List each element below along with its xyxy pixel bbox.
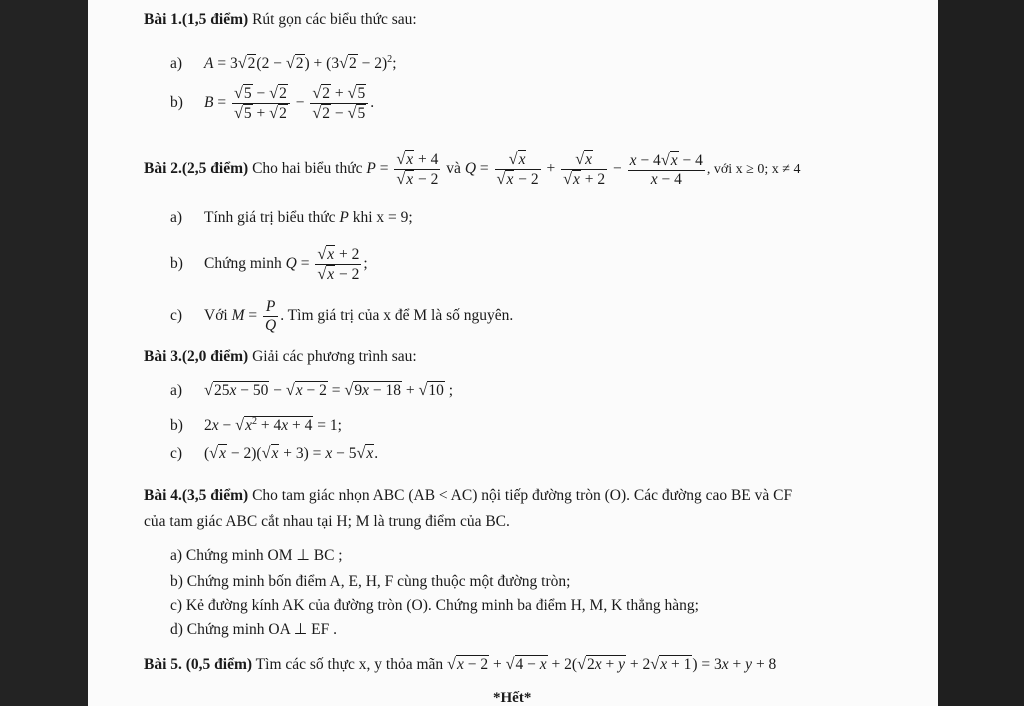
problem-3-heading: Bài 3.(2,0 điểm) Giải các phương trình sau: — [144, 348, 417, 365]
problem-2-heading: Bài 2.(2,5 điểm) Cho hai biểu thức P = $\frac{√x + 4}{√x - 2}$ và Q = $\frac{√x}{√x - 2}$ + $\frac{√x}{√x + 2}$ − $\frac{x - 4√x - 4}{x - 4}$ , với x ≥ 0; x ≠ 4 — [144, 150, 801, 188]
problem-2b: b) Chứng minh Q = $\frac{√x + 2}{√x - 2}$ ; — [170, 245, 368, 283]
problem-5: Bài 5. (0,5 điểm) Tìm các số thực x, y thỏa mãn √x − 2 + √4 − x + 2(√2x + y + 2√x + 1) = 3x + y + 8 — [144, 655, 777, 673]
problem-1-heading: Bài 1.(1,5 điểm) Rút gọn các biểu thức sau: — [144, 11, 417, 28]
end-marker: *Hết* — [493, 690, 532, 706]
problem-4d: d) Chứng minh OA ⊥ EF . — [170, 621, 338, 638]
problem-4-heading: Bài 4.(3,5 điểm) Cho tam giác nhọn ABC (AB < AC) nội tiếp đường tròn (O). Các đường cao BE và CF — [144, 487, 793, 504]
problem-4b: b) Chứng minh bốn điểm A, E, H, F cùng thuộc một đường tròn; — [170, 573, 571, 590]
problem-1b: b) B = $\frac{√5 - √2}{√5 + √2}$ − $\frac{√2 + √5}{√2 - √5}$ . — [170, 84, 375, 122]
problem-2c: c) Với M = $\frac{P}{Q}$ . Tìm giá trị của x để M là số nguyên. — [170, 298, 514, 334]
left-margin — [0, 0, 88, 706]
problem-3c: c) (√x − 2)(√x + 3) = x − 5√x. — [170, 444, 379, 462]
problem-2a: a) Tính giá trị biểu thức P khi x = 9; — [170, 209, 413, 226]
document-page — [88, 0, 938, 706]
problem-3a: a) √25x − 50 − √x − 2 = √9x − 18 + √10 ; — [170, 381, 454, 399]
problem-4c: c) Kẻ đường kính AK của đường tròn (O). Chứng minh ba điểm H, M, K thẳng hàng; — [170, 597, 699, 614]
problem-4-intro-cont: của tam giác ABC cắt nhau tại H; M là trung điểm của BC. — [144, 513, 510, 530]
problem-4a: a) Chứng minh OM ⊥ BC ; — [170, 547, 343, 564]
right-margin — [938, 0, 1024, 706]
problem-1a: a) $A = 3√2(2 - √2) + (3√2 - 2)^2$; — [170, 54, 397, 73]
problem-3b: b) $2x - √x^2 + 4x + 4 = 1$; — [170, 416, 342, 435]
